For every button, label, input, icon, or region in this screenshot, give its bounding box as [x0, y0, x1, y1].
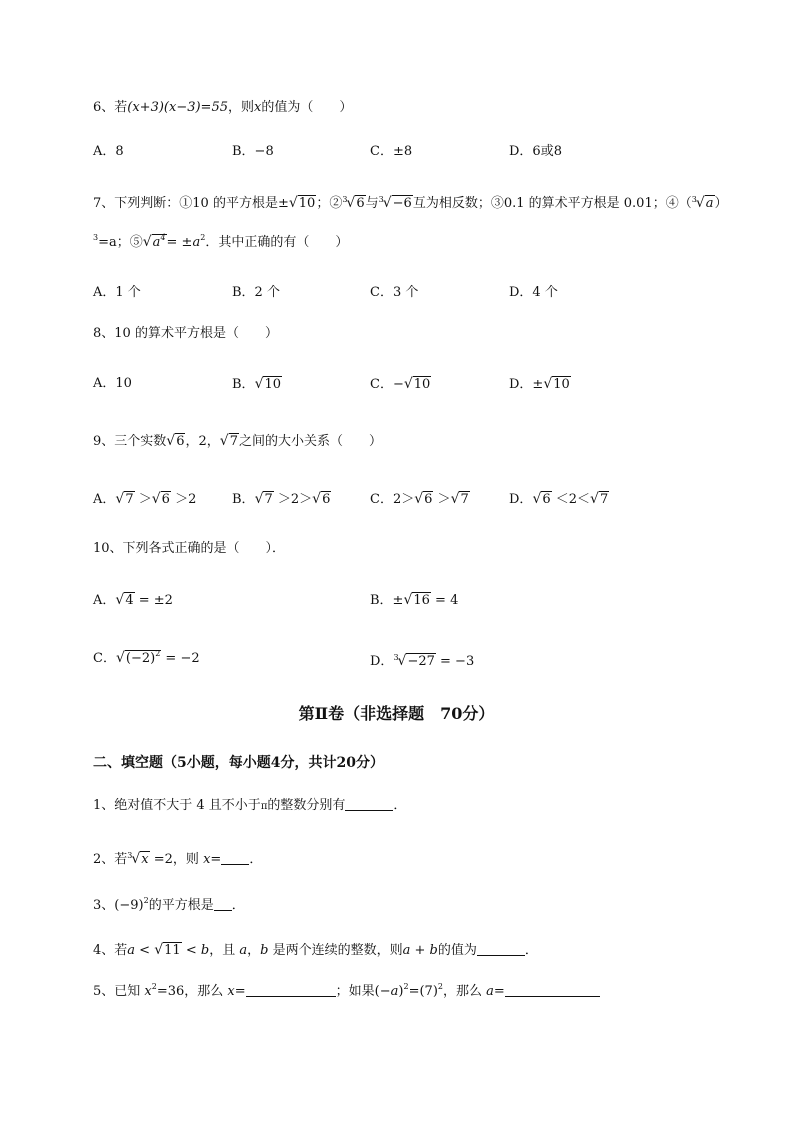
q6-option-a[interactable]: A．8 [93, 144, 124, 159]
q7-line2-d: ．其中正确的有（ ） [205, 235, 349, 250]
q7-radicand-4: a [705, 196, 714, 211]
fill-1-blank[interactable] [345, 796, 393, 811]
q9-option-a[interactable]: A．√7 ＞√6 ＞2 [93, 491, 197, 507]
q7-option-b[interactable]: B．2 个 [232, 285, 280, 300]
q9-option-b[interactable]: B．√7 ＞2＞√6 [232, 491, 331, 507]
section-2-title: 二、填空题（5小题，每小题4分，共计20分） [93, 755, 384, 771]
q8-option-c[interactable]: C．−√10 [370, 376, 431, 392]
q7-option-c[interactable]: C．3 个 [370, 285, 419, 300]
q7-text-2: ；② [316, 196, 343, 211]
fill-5: 5、已知 $x^2=36$，那么 x= ；如果$(-a)^2=(7)^2$，那么 a= [93, 982, 600, 1002]
q6-option-b[interactable]: B．−8 [232, 144, 274, 159]
q6-expression: (x+3)(x−3)=55 [127, 100, 228, 115]
q7-radicand-1: 10 [298, 196, 316, 211]
q7-prefix: 7、下列判断：①10 的平方根是± [93, 196, 289, 211]
q8-option-a[interactable]: A．10 [93, 376, 132, 391]
question-10: 10、下列各式正确的是（ ）． [93, 541, 286, 556]
q7-text-3: 与 [365, 196, 379, 211]
fill-5-blank-2[interactable] [505, 982, 600, 997]
fill-4-blank[interactable] [477, 941, 525, 956]
question-6 [93, 98, 352, 118]
q7-line2-b: = ± [166, 235, 193, 250]
fill-3-blank[interactable] [214, 896, 232, 911]
q7-text-4: 互为相反数；③0.1 的算术平方根是 0.01；④（ [412, 196, 692, 211]
q8-option-b[interactable]: B．√10 [232, 376, 282, 392]
fill-4: 4、若a < √11 < b，且 a，b 是两个连续的整数，则a + b的值为 ． [93, 942, 538, 958]
q9-option-d[interactable]: D．√6 ＜2＜√7 [509, 491, 609, 507]
q9-option-c[interactable]: C．2＞√6 ＞√7 [370, 491, 469, 507]
q7-option-d[interactable]: D．4 个 [509, 285, 558, 300]
q7-radicand-2: 6 [356, 196, 365, 211]
q6-suffix2: 的值为（ ） [261, 100, 353, 115]
q7-line2-a: =a；⑤ [98, 235, 143, 250]
q7-text-5: ） [714, 196, 728, 211]
q8-option-d[interactable]: D．±√10 [509, 376, 570, 392]
q7-line2-c: a [192, 235, 201, 250]
part-2-title: 第Ⅱ卷（非选择题 70分） [298, 704, 495, 723]
fill-1: 1、绝对值不大于 4 且不小于π的整数分别有 ． [93, 798, 407, 813]
fill-2-blank[interactable] [221, 850, 249, 865]
fill-2: 2、若$^3$√x =2，则 x= ． [93, 851, 263, 867]
q7-radicand-5: $a^4$ [152, 233, 166, 250]
q6-option-d[interactable]: D．6或8 [509, 144, 562, 159]
fill-3: 3、$(-9)^2$的平方根是 ． [93, 896, 245, 913]
question-7-line-1: 7、下列判断：①10 的平方根是±√10；②$^3$√6与$^3$√−6互为相反数；③0.1 的算术平方根是 0.01；④（$^3$√a） [93, 195, 728, 211]
question-7-line-2: $^3$=a；$⑤√a^4= \pm a^2$．其中正确的有（ ） [93, 233, 349, 250]
q7-option-a[interactable]: A．1 个 [93, 285, 141, 300]
question-8: 8、10 的算术平方根是（ ） [93, 326, 278, 341]
q6-prefix: 6、若 [93, 100, 128, 115]
q10-option-d[interactable]: D．$^3$√−27 = −3 [370, 653, 475, 669]
q6-suffix: ，则 [228, 100, 255, 115]
q10-option-b[interactable]: B．±√16 = 4 [370, 592, 459, 608]
q6-option-c[interactable]: C．±8 [370, 144, 413, 159]
fill-5-blank-1[interactable] [246, 982, 336, 997]
q10-option-a[interactable]: A．√4 = ±2 [93, 592, 173, 608]
q10-option-c[interactable]: C．$√(-2)^2 = -2$ [93, 649, 200, 666]
question-9: 9、三个实数√6，2，√7之间的大小关系（ ） [93, 433, 382, 449]
q7-radicand-3: −6 [392, 196, 412, 211]
q6-variable: x [254, 100, 262, 115]
